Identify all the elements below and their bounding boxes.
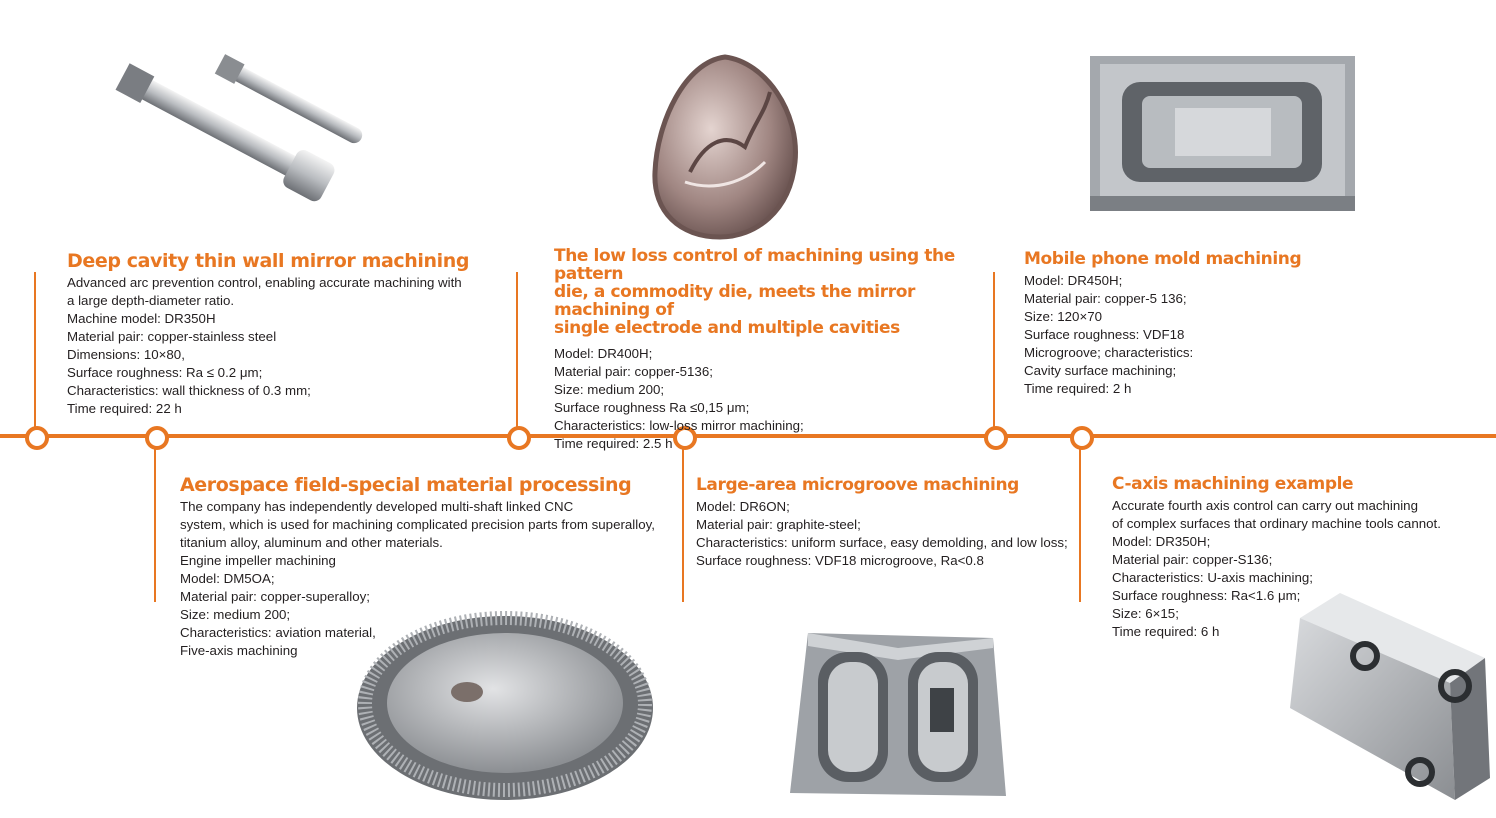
connector-line [516,272,518,428]
item-phone-mold [1024,250,1324,398]
item-body: The company has independently developed multi-shaft linked CNC system, which is used for machining complicated precision parts from superalloy, titanium alloy, aluminum and other materials. Engine impeller machining Model: DM5OA; Material pair: copper-superalloy; Size: medium 200; Characteristics: aviation material, Five-axis machining [180,499,655,658]
timeline-node [145,426,169,450]
timeline-node [25,426,49,450]
item-title: C-axis machining example [1112,474,1354,494]
item-body: Advanced arc prevention control, enabling accurate machining with a large depth-diameter ratio. Machine model: DR350H Material pair: copper-stainless steel Dimensions: 10×80, Surface roughness: Ra ≤ 0.2 μm; Characteristics: wall thickness of 0.3 mm; Time required: 22 h [67,275,462,416]
item-title: Mobile phone mold machining [1024,249,1302,269]
c-axis-block-photo [1280,588,1495,803]
timeline-node [507,426,531,450]
item-microgroove [696,476,1086,570]
connector-line [154,448,156,602]
timeline-node [1070,426,1094,450]
connector-line [682,448,684,602]
phone-mold-photo [1090,56,1355,211]
pattern-die-photo [645,52,805,242]
item-deep-cavity [67,252,507,418]
impeller-photo [355,608,655,803]
rods-photo [105,52,370,232]
item-title: Large-area microgroove machining [696,475,1019,495]
item-body: Accurate fourth axis control can carry out machining of complex surfaces that ordinary machine tools cannot. Model: DR350H; Material pair: copper-S136; Characteristics: U-axis machining; Surface roughness: Ra<1.6 μm; Size: 6×15; Time required: 6 h [1112,498,1441,639]
item-title: Aerospace field-special material processing [180,474,632,496]
item-title: Deep cavity thin wall mirror machining [67,250,470,272]
microgroove-plate-photo [788,628,1008,798]
item-title: The low loss control of machining using the pattern die, a commodity die, meets the mirror machining of single electrode and multiple cavities [554,246,955,338]
item-body: Model: DR400H; Material pair: copper-5136; Size: medium 200; Surface roughness Ra ≤0,15 μm; Characteristics: low-loss mirror machining; Time required: 2.5 h [554,346,804,451]
item-low-loss [554,247,994,453]
item-body: Model: DR6ON; Material pair: graphite-steel; Characteristics: uniform surface, easy demolding, and low loss; Surface roughness: VDF18 microgroove, Ra<0.8 [696,499,1068,568]
item-body: Model: DR450H; Material pair: copper-5 136; Size: 120×70 Surface roughness: VDF18 Microgroove; characteristics: Cavity surface machining; Time required: 2 h [1024,273,1194,396]
connector-line [34,272,36,428]
